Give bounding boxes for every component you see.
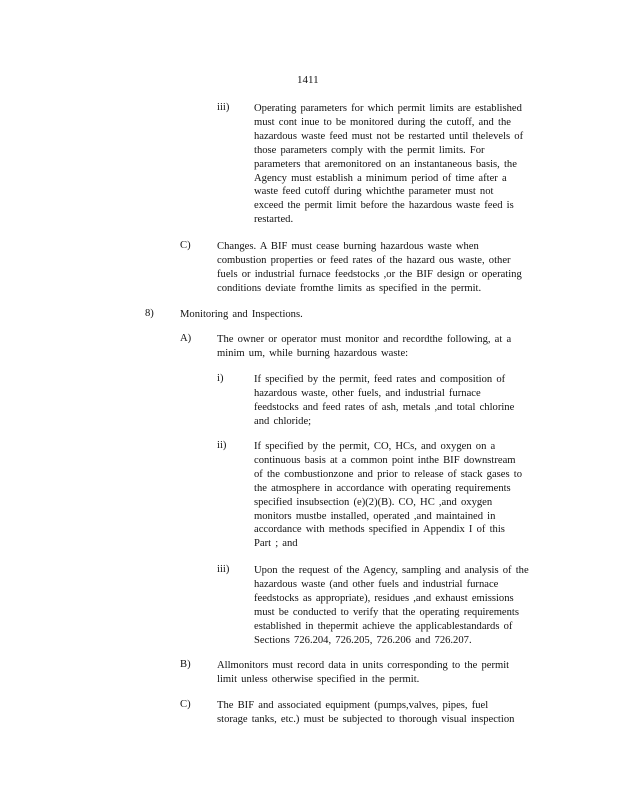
section-label-8: 8) bbox=[145, 308, 154, 319]
text-line: specified insubsection (e)(2)(B). CO, HC ,and oxygen bbox=[254, 496, 493, 508]
text-line: restarted. bbox=[254, 214, 294, 226]
item-label-b: B) bbox=[180, 659, 191, 670]
text-line: fuels or industrial furnace feedstocks ,or the BIF design or operating bbox=[217, 268, 522, 280]
text-line: waste feed cutoff during whichthe parameter must not bbox=[254, 186, 494, 198]
paragraph-b bbox=[217, 659, 509, 687]
text-line: Changes. A BIF must cease burning hazardous waste when bbox=[217, 241, 479, 252]
paragraph-a bbox=[217, 333, 511, 361]
text-line: Sections 726.204, 726.205, 726.206 and 726.207. bbox=[254, 634, 472, 646]
text-line: hazardous waste (and other fuels and industrial furnace bbox=[254, 578, 499, 590]
text-line: Agency must establish a minimum period of time after a bbox=[254, 172, 507, 184]
paragraph-i bbox=[254, 373, 514, 429]
item-label-c-changes: C) bbox=[180, 240, 191, 251]
text-line: Monitoring and Inspections. bbox=[180, 309, 303, 320]
text-line: Part ; and bbox=[254, 538, 298, 550]
item-label-iii-operating-parameters: iii) bbox=[217, 102, 230, 113]
paragraph-c-equipment bbox=[217, 699, 514, 727]
text-line: conditions deviate fromthe limits as specified in the permit. bbox=[217, 282, 482, 294]
text-line: combustion properties or feed rates of the hazard ous waste, other bbox=[217, 254, 511, 266]
text-line: The BIF and associated equipment (pumps,valves, pipes, fuel bbox=[217, 700, 489, 711]
text-line: the atmosphere in accordance with operating requirements bbox=[254, 482, 511, 494]
text-line: Upon the request of the Agency, sampling and analysis of the bbox=[254, 565, 529, 576]
item-label-a: A) bbox=[180, 333, 192, 344]
text-line: hazardous waste, other fuels, and industrial furnace bbox=[254, 387, 481, 399]
text-line: must be conducted to verify that the operating requirements bbox=[254, 606, 519, 618]
text-line: Operating parameters for which permit limits are established bbox=[254, 103, 522, 114]
text-line: limit unless otherwise specified in the permit. bbox=[217, 673, 420, 685]
page-number: 1411 bbox=[297, 74, 319, 86]
paragraph-c-changes bbox=[217, 240, 522, 296]
item-label-i: i) bbox=[217, 373, 224, 384]
text-line: parameters that aremonitored on an instantaneous basis, the bbox=[254, 158, 517, 170]
text-line: Allmonitors must record data in units corresponding to the permit bbox=[217, 660, 510, 671]
paragraph-ii bbox=[254, 440, 522, 551]
paragraph-iii-sampling bbox=[254, 564, 529, 647]
text-line: continuous basis at a common point inthe BIF downstream bbox=[254, 454, 516, 466]
text-line: feedstocks and feed rates of ash, metals ,and total chlorine bbox=[254, 401, 515, 413]
text-line: If specified by the permit, CO, HCs, and oxygen on a bbox=[254, 441, 496, 452]
text-line: exceed the permit limit before the hazardous waste feed is bbox=[254, 200, 514, 212]
text-line: hazardous waste feed must not be restarted until thelevels of bbox=[254, 130, 524, 142]
text-line: feedstocks as appropriate), residues ,and exhaust emissions bbox=[254, 592, 514, 604]
paragraph-iii-operating-parameters bbox=[254, 102, 523, 227]
item-label-ii: ii) bbox=[217, 440, 227, 451]
text-line: those parameters comply with the permit limits. For bbox=[254, 144, 485, 156]
text-line: minim um, while burning hazardous waste: bbox=[217, 347, 409, 359]
item-label-c-equipment: C) bbox=[180, 699, 191, 710]
text-line: and chloride; bbox=[254, 415, 312, 427]
item-label-iii-sampling: iii) bbox=[217, 564, 230, 575]
text-line: monitors mustbe installed, operated ,and maintained in bbox=[254, 510, 496, 522]
section-heading-monitoring bbox=[180, 308, 303, 322]
text-line: must cont inue to be monitored during the cutoff, and the bbox=[254, 116, 511, 128]
text-line: storage tanks, etc.) must be subjected to thorough visual inspection bbox=[217, 713, 515, 725]
text-line: If specified by the permit, feed rates and composition of bbox=[254, 374, 506, 385]
text-line: accordance with methods specified in Appendix I of this bbox=[254, 524, 505, 536]
text-line: of the combustionzone and prior to release of stack gases to bbox=[254, 468, 522, 480]
text-line: established in thepermit achieve the applicablestandards of bbox=[254, 620, 513, 632]
text-line: The owner or operator must monitor and recordthe following, at a bbox=[217, 334, 512, 345]
